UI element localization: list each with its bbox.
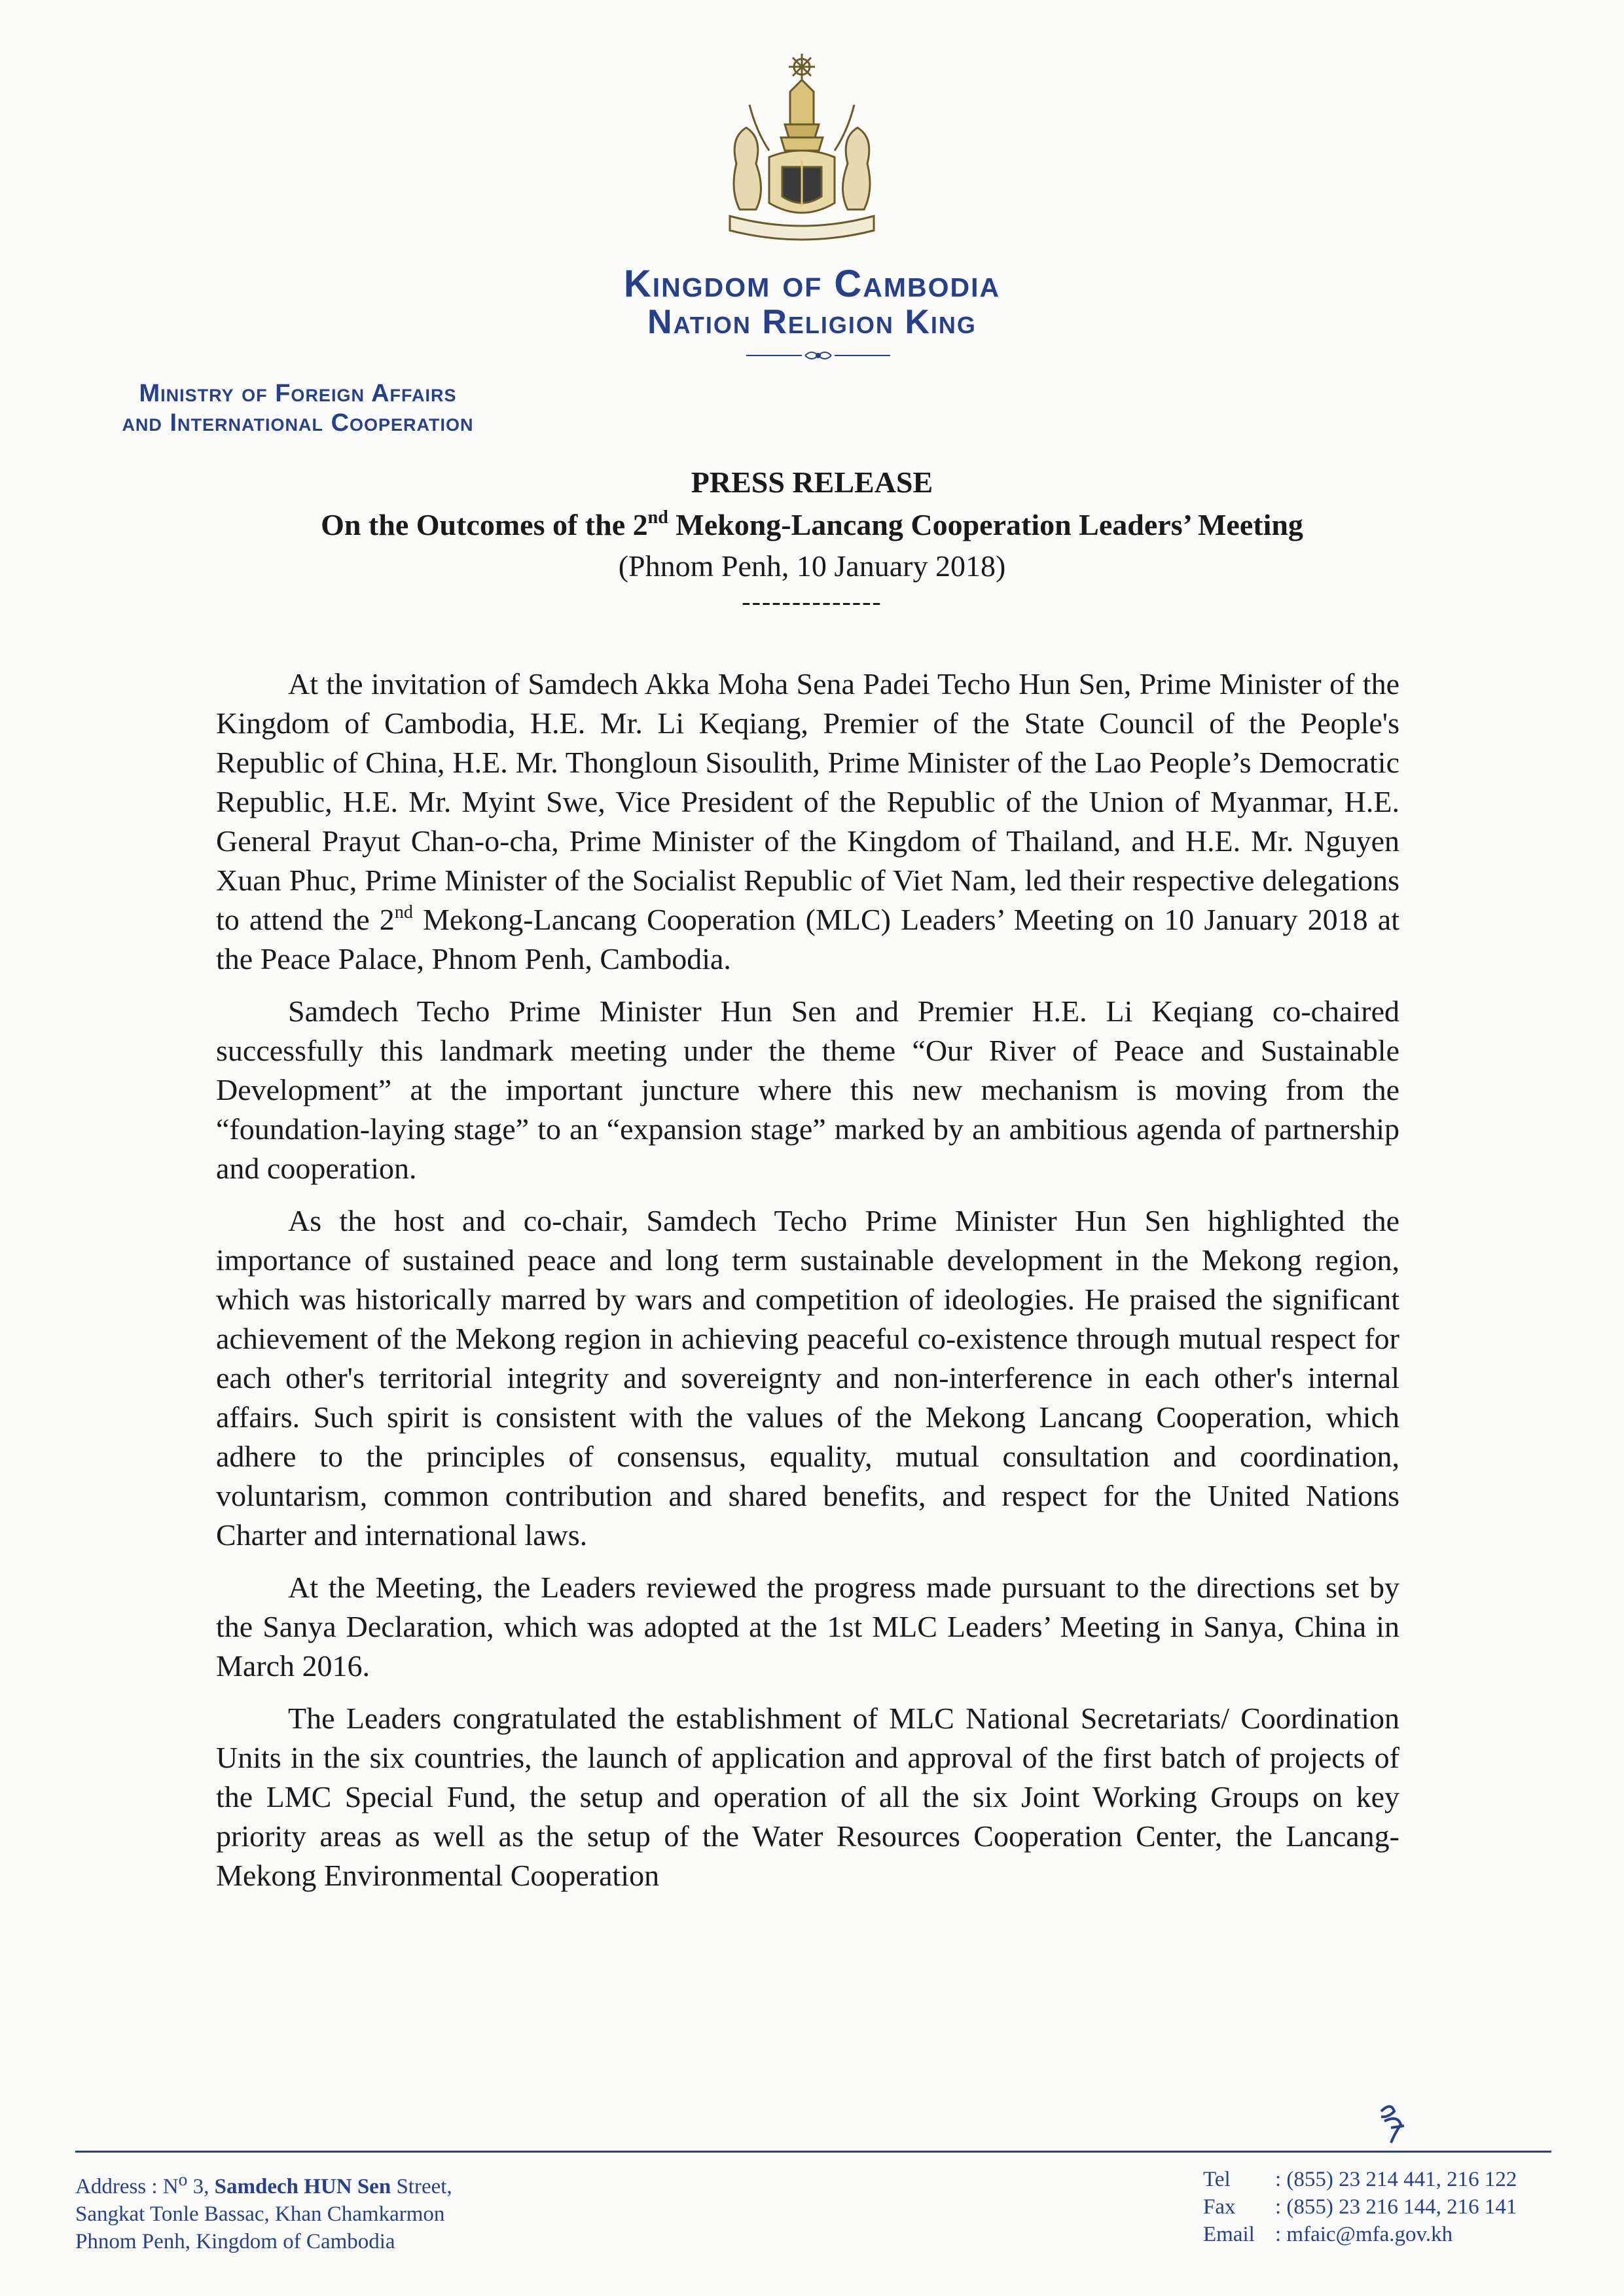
paragraph-1: At the invitation of Samdech Akka Moha Sena Padei Techo Hun Sen, Prime Minister of the Kingdom of Cambodia, H.E. Mr. Li Keqiang, Premier of the State Council of the People's Republic of China, H.E. Mr. Thongloun Sisoulith, Prime Minister of the Lao People’s Democratic Republic, H.E. Mr. Myint Swe, Vice President of the Republic of the Union of Myanmar, H.E. General Prayut Chan-o-cha, Prime Minister of the Kingdom of Thailand, and H.E. Mr. Nguyen Xuan Phuc, Prime Minister of the Socialist Republic of Viet Nam, led their respective delegations to attend the 2nd Mekong-Lancang Cooperation (MLC) Leaders’ Meeting on 10 January 2018 at the Peace Palace, Phnom Penh, Cambodia.	[216, 667, 1399, 975]
footer-address	[75, 2166, 664, 2255]
title-divider: --------------	[742, 587, 882, 616]
address-line-3: Phnom Penh, Kingdom of Cambodia	[75, 2230, 395, 2253]
footer-divider	[75, 2151, 1551, 2153]
tel-value: : (855) 23 214 441, 216 122	[1275, 2168, 1517, 2191]
date-line: (Phnom Penh, 10 January 2018)	[618, 549, 1006, 583]
address-line-1: Address : $N^o$ 3, Samdech HUN Sen Street,	[75, 2169, 452, 2198]
page-title: PRESS RELEASE	[691, 465, 933, 499]
ministry-name-line2: and International Cooperation	[122, 409, 474, 437]
paragraph-4: At the Meeting, the Leaders reviewed the progress made pursuant to the directions set by the Sanya Declaration, which was adopted at the 1st MLC Leaders’ Meeting in Sanya, China in March 2016.	[216, 1571, 1399, 1683]
kingdom-title: Kingdom of Cambodia	[623, 263, 1001, 305]
paragraph-3: As the host and co-chair, Samdech Techo Prime Minister Hun Sen highlighted the importance of sustained peace and long term sustainable development in the Mekong region, which was historically marred by wars and competition of ideologies. He praised the significant achievement of the Mekong region in achieving peaceful co-existence through mutual respect for each other's territorial integrity and sovereignty and non-interference in each other's internal affairs. Such spirit is consistent with the values of the Mekong Lancang Cooperation, which adhere to the principles of consensus, equality, mutual consultation and coordination, voluntarism, common contribution and shared benefits, and respect for the United Nations Charter and international laws.	[216, 1204, 1399, 1552]
paragraph-5: The Leaders congratulated the establishment of MLC National Secretariats/ Coordination Units in the six countries, the launch of application and approval of the first batch of projects of the LMC Special Fund, the setup and operation of all the six Joint Working Groups on key priority areas as well as the setup of the Water Resources Cooperation Center, the Lancang-Mekong Environmental Cooperation	[216, 1702, 1399, 1892]
fax-row: Fax : (855) 23 216 144, 216 141	[1203, 2193, 1570, 2221]
footer-contacts	[1203, 2166, 1570, 2248]
royal-emblem-icon	[717, 52, 887, 249]
ornament-divider-icon	[740, 346, 897, 365]
address-line-2: Sangkat Tonle Bassac, Khan Chamkarmon	[75, 2202, 445, 2226]
email-row: Email : mfaic@mfa.gov.kh	[1203, 2221, 1570, 2248]
email-value: : mfaic@mfa.gov.kh	[1275, 2223, 1453, 2246]
fax-value: : (855) 23 216 144, 216 141	[1275, 2195, 1517, 2219]
ministry-name: Ministry of Foreign Affairs	[139, 380, 457, 407]
handwritten-initials-icon	[1371, 2098, 1411, 2144]
page-subtitle: On the Outcomes of the 2nd Mekong-Lancang Cooperation Leaders’ Meeting	[321, 507, 1303, 541]
motto-title: Nation Religion King	[647, 303, 977, 341]
tel-row: Tel : (855) 23 214 441, 216 122	[1203, 2166, 1570, 2193]
body-text	[216, 665, 1399, 1908]
paragraph-2: Samdech Techo Prime Minister Hun Sen and Premier H.E. Li Keqiang co-chaired successfully this landmark meeting under the theme “Our River of Peace and Sustainable Development” at the important juncture where this new mechanism is moving from the “foundation-laying stage” to an “expansion stage” marked by an ambitious agenda of partnership and cooperation.	[216, 994, 1399, 1185]
